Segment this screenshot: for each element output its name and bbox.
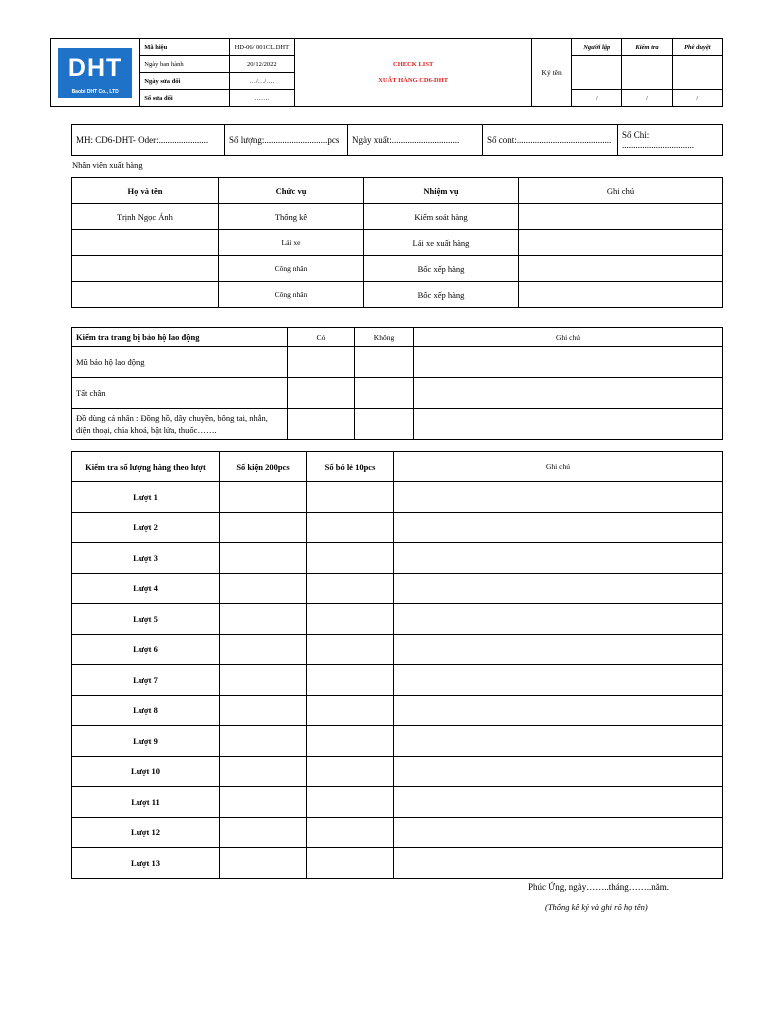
turn-note-cell[interactable] bbox=[394, 573, 723, 604]
turn-label: Lượt 4 bbox=[72, 573, 220, 604]
loose-count-cell[interactable] bbox=[307, 726, 394, 757]
turn-label: Lượt 11 bbox=[72, 787, 220, 818]
turn-note-cell[interactable] bbox=[394, 543, 723, 574]
signature-box[interactable] bbox=[672, 56, 722, 90]
turn-note-cell[interactable] bbox=[394, 756, 723, 787]
turn-note-cell[interactable] bbox=[394, 665, 723, 696]
field-value: …/…/…. bbox=[229, 73, 295, 90]
table-row bbox=[72, 634, 723, 665]
staff-position[interactable]: Thống kê bbox=[219, 204, 364, 230]
field-label: Ngày sửa đổi bbox=[140, 73, 229, 90]
table-row bbox=[72, 543, 723, 574]
staff-task[interactable]: Lái xe xuất hàng bbox=[364, 230, 519, 256]
bundle-count-cell[interactable] bbox=[220, 512, 307, 543]
ppe-note-cell[interactable] bbox=[414, 378, 723, 409]
turn-note-cell[interactable] bbox=[394, 604, 723, 635]
col-header: Không bbox=[355, 328, 414, 347]
turn-note-cell[interactable] bbox=[394, 695, 723, 726]
col-header: Có bbox=[288, 328, 355, 347]
sign-date: / bbox=[572, 90, 622, 107]
loose-count-cell[interactable] bbox=[307, 665, 394, 696]
field-value: ……. bbox=[229, 90, 295, 107]
staff-position[interactable]: Lái xe bbox=[219, 230, 364, 256]
loose-count-cell[interactable] bbox=[307, 756, 394, 787]
ppe-no-cell[interactable] bbox=[355, 409, 414, 440]
ppe-yes-cell[interactable] bbox=[288, 347, 355, 378]
role-preparer: Người lập bbox=[572, 39, 622, 56]
turn-note-cell[interactable] bbox=[394, 634, 723, 665]
turn-note-cell[interactable] bbox=[394, 512, 723, 543]
turn-label: Lượt 1 bbox=[72, 482, 220, 513]
loose-count-cell[interactable] bbox=[307, 695, 394, 726]
table-row bbox=[72, 347, 723, 378]
loose-count-cell[interactable] bbox=[307, 482, 394, 513]
signature-box[interactable] bbox=[622, 56, 672, 90]
table-row bbox=[72, 482, 723, 513]
company-logo bbox=[58, 48, 132, 98]
signature-note: (Thống kê ký và ghi rõ họ tên) bbox=[545, 902, 648, 912]
sign-label: Ký tên bbox=[532, 39, 572, 107]
turn-note-cell[interactable] bbox=[394, 848, 723, 879]
loose-count-cell[interactable] bbox=[307, 634, 394, 665]
ppe-yes-cell[interactable] bbox=[288, 409, 355, 440]
bundle-count-cell[interactable] bbox=[220, 604, 307, 635]
document-title bbox=[295, 39, 532, 107]
ppe-item: Mũ bảo hộ lao động bbox=[72, 347, 288, 378]
table-row bbox=[72, 756, 723, 787]
bundle-count-cell[interactable] bbox=[220, 817, 307, 848]
turn-note-cell[interactable] bbox=[394, 482, 723, 513]
bundle-count-cell[interactable] bbox=[220, 543, 307, 574]
bundle-count-cell[interactable] bbox=[220, 665, 307, 696]
turn-label: Lượt 7 bbox=[72, 665, 220, 696]
col-header: Họ và tên bbox=[72, 178, 219, 204]
table-row bbox=[72, 256, 723, 282]
order-ship-date[interactable]: Ngày xuất:.............................. bbox=[348, 125, 483, 156]
loose-count-cell[interactable] bbox=[307, 512, 394, 543]
staff-task[interactable]: Bốc xếp hàng bbox=[364, 256, 519, 282]
title-line-1: CHECK LIST bbox=[393, 60, 434, 68]
order-info bbox=[71, 124, 723, 156]
field-value: 20/12/2022 bbox=[229, 56, 295, 73]
role-approver: Phê duyệt bbox=[672, 39, 722, 56]
loose-count-cell[interactable] bbox=[307, 573, 394, 604]
bundle-count-cell[interactable] bbox=[220, 695, 307, 726]
loose-count-cell[interactable] bbox=[307, 604, 394, 635]
table-row bbox=[72, 604, 723, 635]
logo-text: DHT bbox=[67, 53, 123, 82]
staff-note[interactable] bbox=[519, 204, 723, 230]
loose-count-cell[interactable] bbox=[307, 787, 394, 818]
turn-label: Lượt 3 bbox=[72, 543, 220, 574]
signature-box[interactable] bbox=[572, 56, 622, 90]
bundle-count-cell[interactable] bbox=[220, 726, 307, 757]
sign-date: / bbox=[672, 90, 722, 107]
table-row bbox=[72, 230, 723, 256]
staff-note[interactable] bbox=[519, 282, 723, 308]
turn-note-cell[interactable] bbox=[394, 787, 723, 818]
col-header: Số kiện 200pcs bbox=[220, 452, 307, 482]
table-row bbox=[72, 282, 723, 308]
loose-count-cell[interactable] bbox=[307, 543, 394, 574]
turn-label: Lượt 2 bbox=[72, 512, 220, 543]
staff-task[interactable]: Bốc xếp hàng bbox=[364, 282, 519, 308]
bundle-count-cell[interactable] bbox=[220, 787, 307, 818]
ppe-note-cell[interactable] bbox=[414, 347, 723, 378]
col-header: Chức vụ bbox=[219, 178, 364, 204]
sign-date: / bbox=[622, 90, 672, 107]
table-row bbox=[72, 817, 723, 848]
ppe-table bbox=[71, 327, 723, 440]
ppe-no-cell[interactable] bbox=[355, 378, 414, 409]
staff-task[interactable]: Kiểm soát hàng bbox=[364, 204, 519, 230]
table-row bbox=[72, 726, 723, 757]
field-label: Số sửa đổi bbox=[140, 90, 229, 107]
order-seal[interactable]: Số Chỉ: ................................ bbox=[618, 125, 723, 156]
table-row bbox=[72, 409, 723, 440]
staff-position[interactable]: Công nhân bbox=[219, 256, 364, 282]
table-row bbox=[72, 695, 723, 726]
ppe-yes-cell[interactable] bbox=[288, 378, 355, 409]
turns-table bbox=[71, 451, 723, 879]
staff-name[interactable] bbox=[72, 230, 219, 256]
title-line-2: XUẤT HÀNG CD6-DHT bbox=[378, 76, 449, 84]
table-row bbox=[72, 204, 723, 230]
field-value: HD-06/ 001CL.DHT bbox=[229, 39, 295, 56]
ppe-item: Tất chân bbox=[72, 378, 288, 409]
bundle-count-cell[interactable] bbox=[220, 573, 307, 604]
turn-label: Lượt 5 bbox=[72, 604, 220, 635]
turn-note-cell[interactable] bbox=[394, 726, 723, 757]
role-checker: Kiểm tra bbox=[622, 39, 672, 56]
ppe-no-cell[interactable] bbox=[355, 347, 414, 378]
loose-count-cell[interactable] bbox=[307, 817, 394, 848]
col-header: Ghi chú bbox=[414, 328, 723, 347]
col-header: Kiểm tra trang bị bảo hộ lao động bbox=[72, 328, 288, 347]
staff-note[interactable] bbox=[519, 230, 723, 256]
col-header: Ghi chú bbox=[394, 452, 723, 482]
col-header: Nhiệm vụ bbox=[364, 178, 519, 204]
table-row bbox=[72, 787, 723, 818]
ppe-item: Đồ dùng cá nhân : Đồng hồ, dây chuyền, bông tai, nhẫn, điện thoại, chìa khoá, bật lửa, thuốc……. bbox=[72, 409, 288, 440]
turn-label: Lượt 12 bbox=[72, 817, 220, 848]
logo-subtext: Baobi DHT Co., LTD bbox=[71, 88, 119, 95]
field-label: Mã hiệu bbox=[140, 39, 229, 56]
bundle-count-cell[interactable] bbox=[220, 482, 307, 513]
table-row bbox=[72, 378, 723, 409]
staff-note[interactable] bbox=[519, 256, 723, 282]
order-quantity[interactable]: Số lượng:............................pcs bbox=[225, 125, 348, 156]
col-header: Ghi chú bbox=[519, 178, 723, 204]
table-row bbox=[72, 665, 723, 696]
staff-name[interactable] bbox=[72, 282, 219, 308]
turn-label: Lượt 9 bbox=[72, 726, 220, 757]
bundle-count-cell[interactable] bbox=[220, 756, 307, 787]
document-header bbox=[50, 38, 723, 107]
order-mh[interactable]: MH: CD6-DHT- Oder:...................... bbox=[72, 125, 225, 156]
bundle-count-cell[interactable] bbox=[220, 848, 307, 879]
staff-name[interactable] bbox=[72, 256, 219, 282]
ppe-note-cell[interactable] bbox=[414, 409, 723, 440]
bundle-count-cell[interactable] bbox=[220, 634, 307, 665]
staff-table bbox=[71, 177, 723, 308]
signature-place-date: Phúc Ứng, ngày……..tháng……..năm. bbox=[528, 882, 669, 892]
turn-label: Lượt 10 bbox=[72, 756, 220, 787]
field-label: Ngày ban hành bbox=[140, 56, 229, 73]
table-row bbox=[72, 512, 723, 543]
table-row bbox=[72, 573, 723, 604]
staff-position[interactable]: Công nhân bbox=[219, 282, 364, 308]
turn-note-cell[interactable] bbox=[394, 817, 723, 848]
logo-cell bbox=[51, 39, 140, 107]
turn-label: Lượt 13 bbox=[72, 848, 220, 879]
turn-label: Lượt 6 bbox=[72, 634, 220, 665]
staff-section-label: Nhân viên xuất hàng bbox=[72, 160, 143, 170]
loose-count-cell[interactable] bbox=[307, 848, 394, 879]
col-header: Số bó lẻ 10pcs bbox=[307, 452, 394, 482]
col-header: Kiểm tra số lượng hàng theo lượt bbox=[72, 452, 220, 482]
table-row bbox=[72, 848, 723, 879]
turn-label: Lượt 8 bbox=[72, 695, 220, 726]
staff-name[interactable]: Trịnh Ngọc Ánh bbox=[72, 204, 219, 230]
order-container[interactable]: Số cont:.......................................... bbox=[483, 125, 618, 156]
